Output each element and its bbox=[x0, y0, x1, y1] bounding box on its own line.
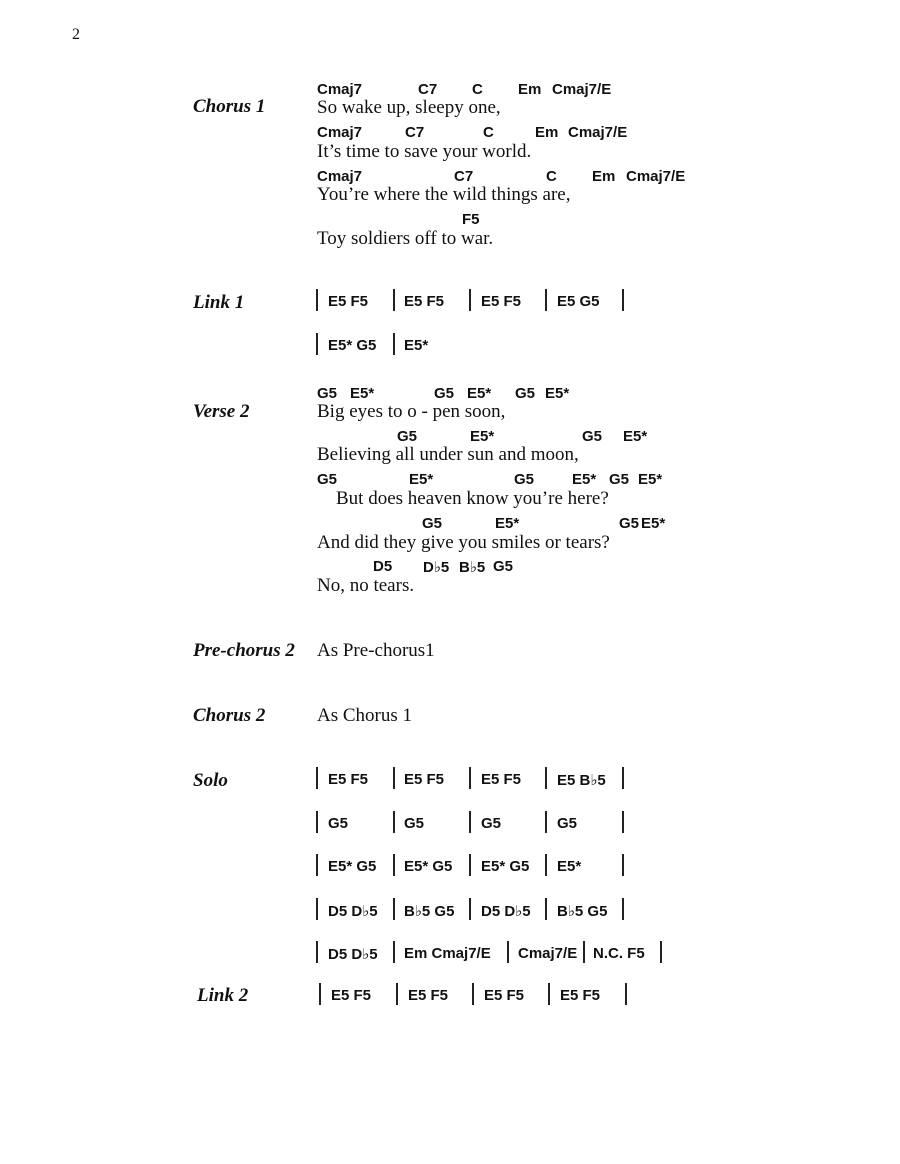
bar-line bbox=[393, 811, 395, 833]
pre-chorus-2-instruction: As Pre-chorus1 bbox=[317, 640, 435, 661]
chord: G5 bbox=[619, 515, 640, 532]
bar-line bbox=[393, 898, 395, 920]
section-label-solo: Solo bbox=[193, 770, 228, 791]
bar-line bbox=[545, 811, 547, 833]
bar-chords: E5* bbox=[404, 337, 429, 354]
lyric-line: And did they give you smiles or tears? bbox=[317, 532, 610, 553]
chord: G5 bbox=[582, 428, 603, 445]
bar-chords: E5 B♭5 bbox=[557, 772, 606, 789]
bar-line bbox=[622, 767, 624, 789]
chord: G5 bbox=[397, 428, 418, 445]
chorus-2-instruction: As Chorus 1 bbox=[317, 705, 413, 726]
section-label-chorus-1: Chorus 1 bbox=[193, 96, 266, 117]
section-label-link-1: Link 1 bbox=[193, 292, 245, 313]
bar-line bbox=[469, 811, 471, 833]
chord: Cmaj7 bbox=[317, 124, 363, 141]
chord: G5 bbox=[317, 471, 338, 488]
lyric-line: So wake up, sleepy one, bbox=[317, 97, 501, 118]
bar-chords: Cmaj7/E bbox=[518, 945, 578, 962]
bar-chords: B♭5 G5 bbox=[404, 903, 455, 920]
bar-line bbox=[393, 854, 395, 876]
chord: G5 bbox=[514, 471, 535, 488]
chord: E5* bbox=[467, 385, 492, 402]
bar-line bbox=[545, 898, 547, 920]
chord: E5* bbox=[495, 515, 520, 532]
chord: E5* bbox=[641, 515, 666, 532]
bar-line bbox=[469, 767, 471, 789]
bar-line bbox=[545, 767, 547, 789]
section-label-pre-chorus-2: Pre-chorus 2 bbox=[193, 640, 295, 661]
chord: D♭5 bbox=[423, 559, 450, 576]
bar-line bbox=[316, 289, 318, 311]
lyric-line: It’s time to save your world. bbox=[317, 141, 532, 162]
bar-line bbox=[622, 854, 624, 876]
page-number: 2 bbox=[72, 26, 80, 43]
section-label-link-2: Link 2 bbox=[197, 985, 249, 1006]
bar-line bbox=[472, 983, 474, 1005]
bar-chords: E5 F5 bbox=[328, 771, 369, 788]
bar-chords: E5 F5 bbox=[560, 987, 601, 1004]
bar-chords: G5 bbox=[557, 815, 578, 832]
lyric-line: Big eyes to o - pen soon, bbox=[317, 401, 506, 422]
chord: C7 bbox=[405, 124, 425, 141]
bar-chords: D5 D♭5 bbox=[328, 903, 378, 920]
chord: G5 bbox=[609, 471, 630, 488]
bar-line bbox=[393, 333, 395, 355]
bar-chords: G5 bbox=[404, 815, 425, 832]
bar-chords: Em Cmaj7/E bbox=[404, 945, 491, 962]
section-label-verse-2: Verse 2 bbox=[193, 401, 250, 422]
chord: D5 bbox=[373, 558, 393, 575]
bar-chords: E5 G5 bbox=[557, 293, 600, 310]
bar-line bbox=[507, 941, 509, 963]
bar-line bbox=[393, 941, 395, 963]
bar-chords: E5 F5 bbox=[331, 987, 372, 1004]
lyric-line: Toy soldiers off to war. bbox=[317, 228, 494, 249]
chord: E5* bbox=[350, 385, 375, 402]
chord: E5* bbox=[470, 428, 495, 445]
lyric-line: You’re where the wild things are, bbox=[317, 184, 571, 205]
bar-line bbox=[469, 854, 471, 876]
bar-chords: E5* G5 bbox=[328, 337, 377, 354]
bar-line bbox=[393, 289, 395, 311]
chord: G5 bbox=[515, 385, 536, 402]
bar-line bbox=[545, 289, 547, 311]
chord: C bbox=[483, 124, 494, 141]
chord: G5 bbox=[434, 385, 455, 402]
bar-line bbox=[622, 811, 624, 833]
bar-chords: D5 D♭5 bbox=[481, 903, 531, 920]
bar-line bbox=[396, 983, 398, 1005]
chord: Cmaj7/E bbox=[568, 124, 628, 141]
lyric-line: No, no tears. bbox=[317, 575, 415, 596]
bar-chords: E5 F5 bbox=[481, 771, 522, 788]
chord: Em bbox=[592, 168, 616, 185]
chord: G5 bbox=[422, 515, 443, 532]
chord: G5 bbox=[493, 558, 514, 575]
chord: E5* bbox=[623, 428, 648, 445]
bar-chords: E5* bbox=[557, 858, 582, 875]
bar-chords: E5 F5 bbox=[328, 293, 369, 310]
chord: Cmaj7 bbox=[317, 81, 363, 98]
bar-line bbox=[316, 898, 318, 920]
chord: E5* bbox=[572, 471, 597, 488]
chord: Em bbox=[535, 124, 559, 141]
bar-chords: G5 bbox=[481, 815, 502, 832]
bar-line bbox=[316, 767, 318, 789]
bar-line bbox=[583, 941, 585, 963]
bar-chords: E5 F5 bbox=[408, 987, 449, 1004]
bar-chords: G5 bbox=[328, 815, 349, 832]
section-label-chorus-2: Chorus 2 bbox=[193, 705, 266, 726]
bar-line bbox=[469, 898, 471, 920]
bar-chords: E5 F5 bbox=[404, 771, 445, 788]
bar-line bbox=[316, 941, 318, 963]
bar-line bbox=[319, 983, 321, 1005]
bar-chords: E5 F5 bbox=[404, 293, 445, 310]
bar-chords: E5* G5 bbox=[481, 858, 530, 875]
lyric-line: Believing all under sun and moon, bbox=[317, 444, 579, 465]
lyric-line: But does heaven know you’re here? bbox=[336, 488, 609, 509]
bar-line bbox=[469, 289, 471, 311]
bar-chords: E5 F5 bbox=[484, 987, 525, 1004]
chord: Cmaj7/E bbox=[552, 81, 612, 98]
bar-line bbox=[393, 767, 395, 789]
bar-line bbox=[660, 941, 662, 963]
bar-chords: D5 D♭5 bbox=[328, 946, 378, 963]
chord: Em bbox=[518, 81, 542, 98]
bar-line bbox=[316, 854, 318, 876]
bar-line bbox=[622, 289, 624, 311]
bar-chords: N.C. F5 bbox=[593, 945, 645, 962]
chord: C bbox=[472, 81, 483, 98]
chord: Cmaj7/E bbox=[626, 168, 686, 185]
bar-line bbox=[316, 333, 318, 355]
bar-line bbox=[625, 983, 627, 1005]
bar-chords: E5* G5 bbox=[328, 858, 377, 875]
bar-chords: E5 F5 bbox=[481, 293, 522, 310]
bar-line bbox=[548, 983, 550, 1005]
chord: C7 bbox=[418, 81, 438, 98]
bar-chords: B♭5 G5 bbox=[557, 903, 608, 920]
chord: F5 bbox=[462, 211, 480, 228]
chord: E5* bbox=[638, 471, 663, 488]
chord: Cmaj7 bbox=[317, 168, 363, 185]
bar-line bbox=[316, 811, 318, 833]
chord: C bbox=[546, 168, 557, 185]
chord: B♭5 bbox=[459, 559, 486, 576]
chord: E5* bbox=[545, 385, 570, 402]
bar-chords: E5* G5 bbox=[404, 858, 453, 875]
bar-line bbox=[622, 898, 624, 920]
chord: G5 bbox=[317, 385, 338, 402]
bar-line bbox=[545, 854, 547, 876]
chord: C7 bbox=[454, 168, 474, 185]
chord: E5* bbox=[409, 471, 434, 488]
